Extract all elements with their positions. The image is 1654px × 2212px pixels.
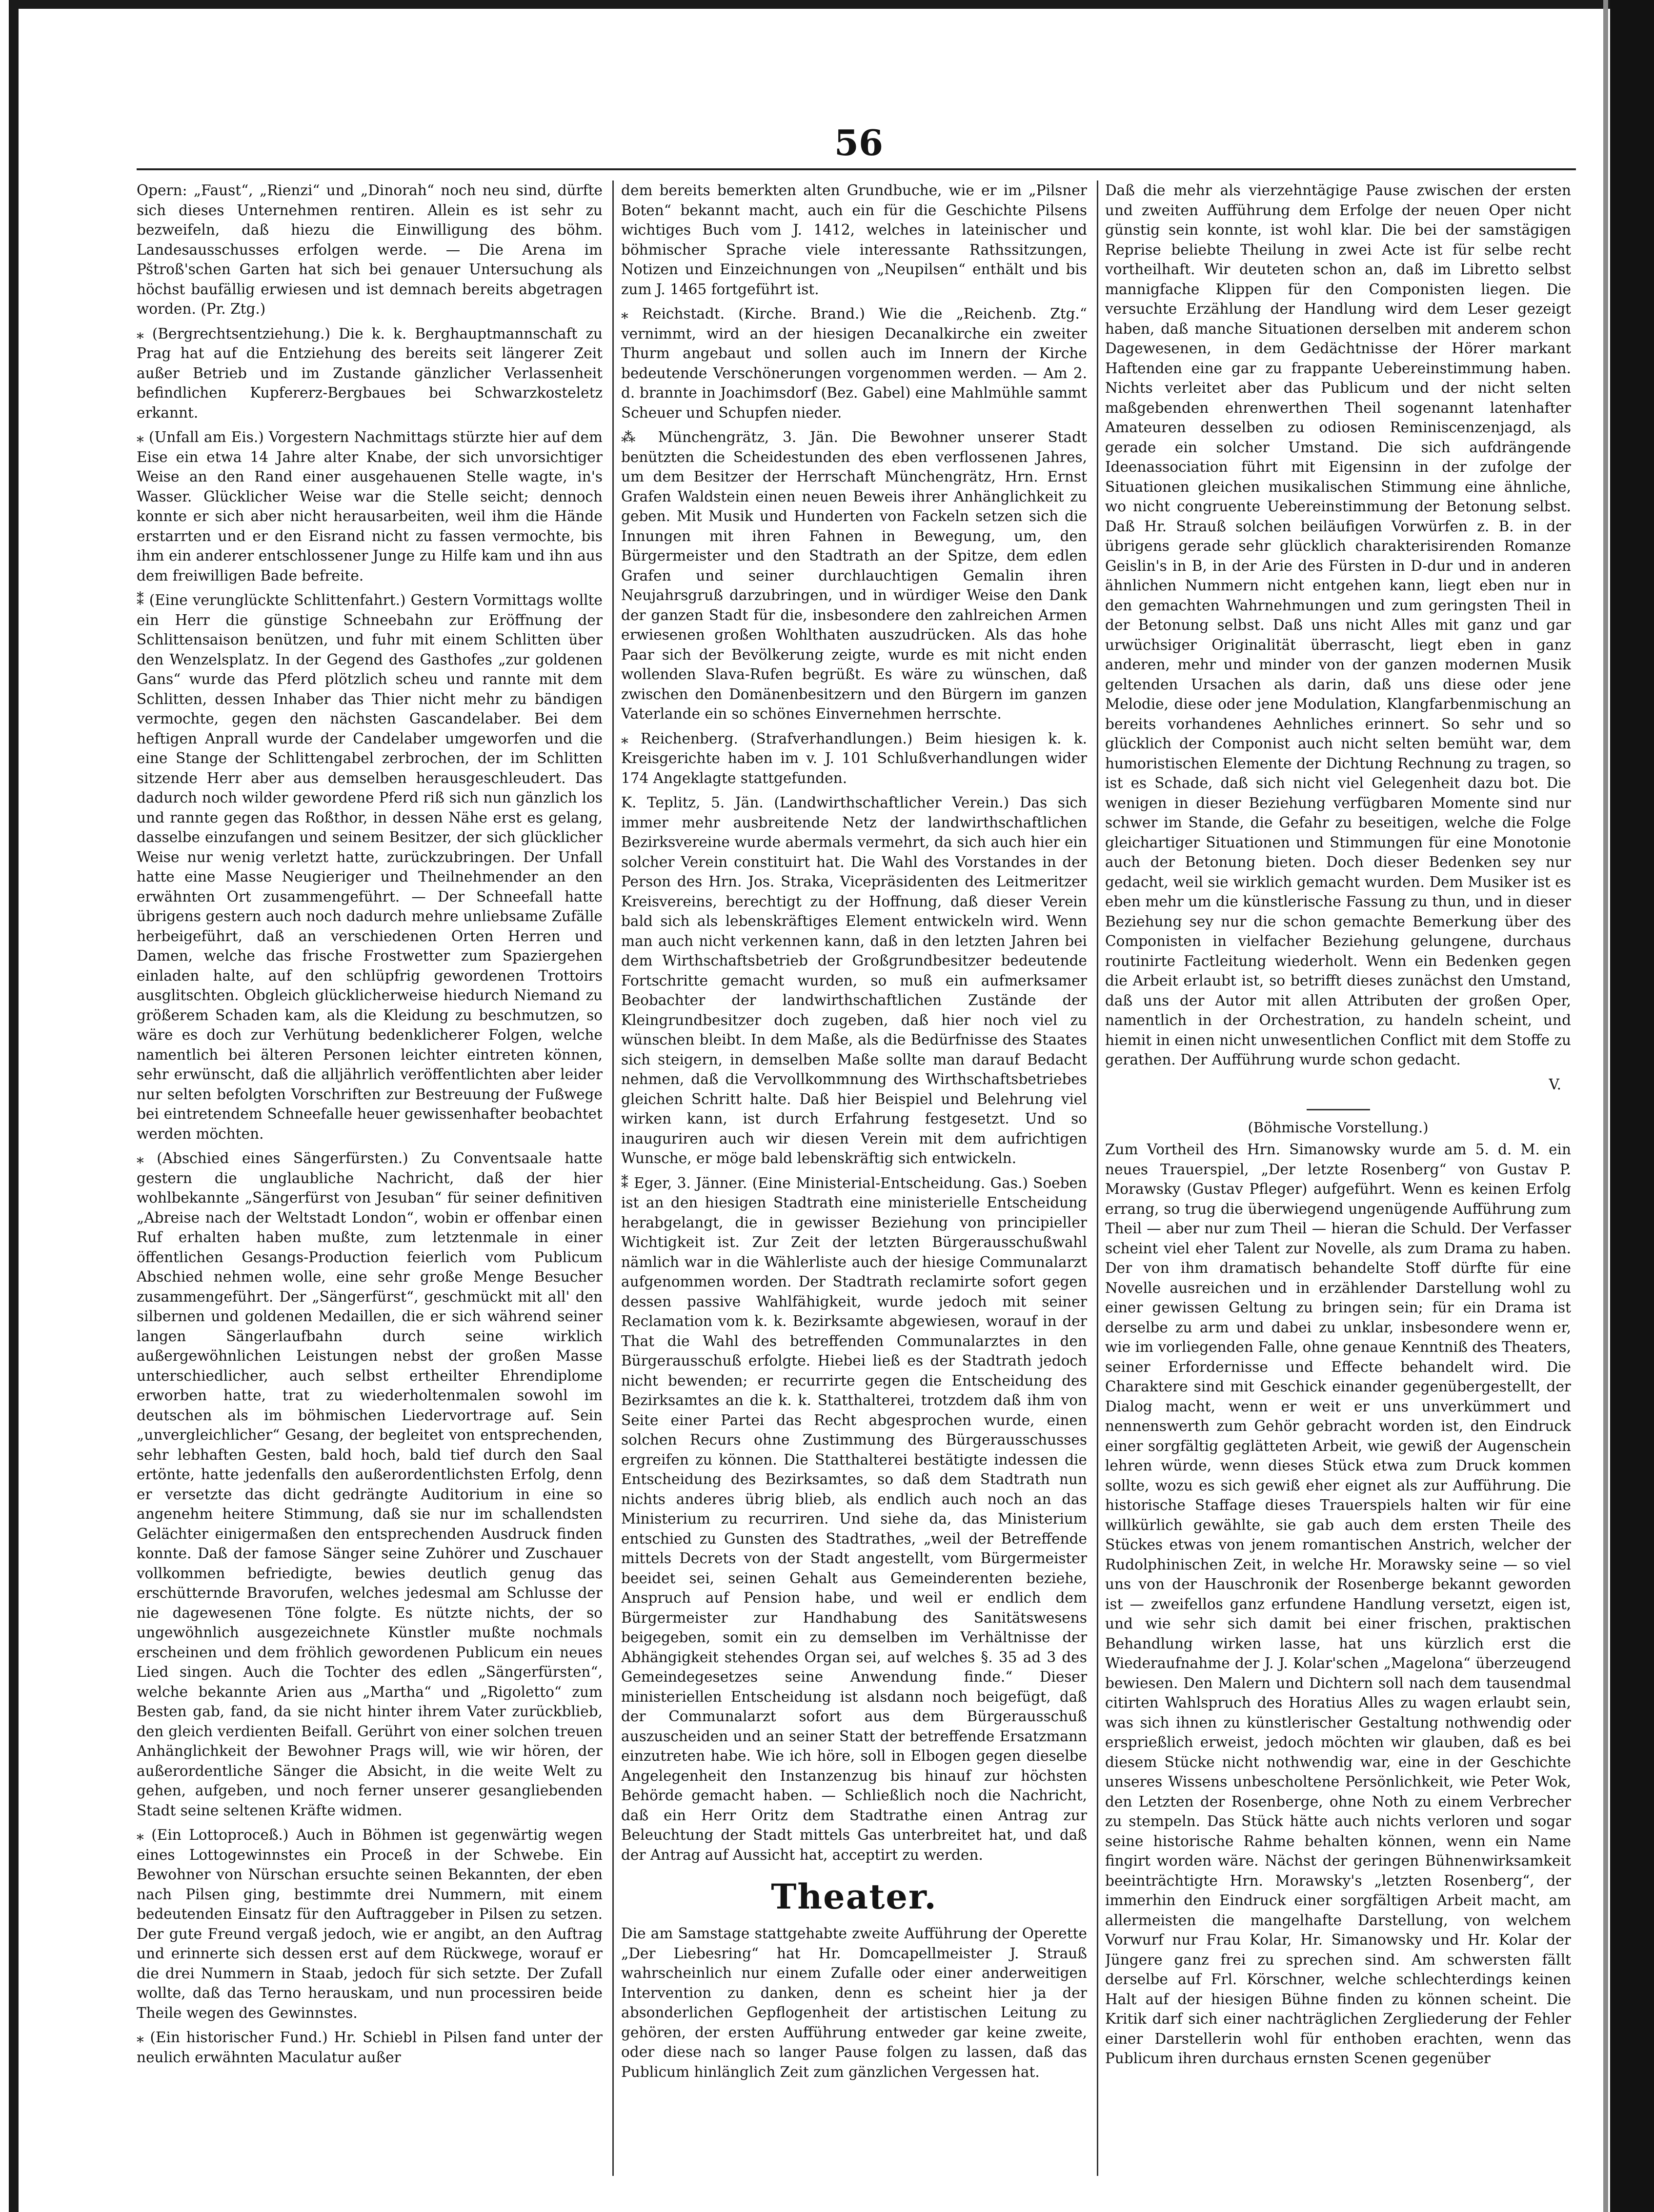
article-paragraph: ⁎ (Ein Lottoproceß.) Auch in Böhmen ist gegenwärtig wegen eines Lottogewinnstes ein Proceß in der Schwebe. Ein Bewohner von Nürschan ersuchte seinen Bekannten, der eben nach Pilsen ging, bestimmte drei Nummern, mit einem bedeutenden Einsatz für den Auftraggeber in Pilsen zu setzen. Der gute Freund vergaß jedoch, wie er angibt, an den Auftrag und erinnerte sich dessen erst auf dem Rückwege, worauf er die drei Nummern in Staab, jedoch für sich setzte. Der Zufall wollte, daß das Terno herauskam, und nun processiren beide Theile wegen des Gewinnstes. [137,1827,603,2021]
column-divider [612,181,614,2176]
column-3 [1105,181,1571,2176]
article-paragraph: dem bereits bemerkten alten Grundbuche, wie er im „Pilsner Boten“ bekannt macht, auch ein für die Geschichte Pilsens wichtiges Buch vom J. 1412, welches in lateinischer und böhmischer Sprache viele interessante Rathssitzungen, Notizen und Einzeichnungen von „Neupilsen“ enthält und bis zum J. 1465 fortgeführt ist. [621,182,1087,298]
scan-border-top [14,0,1622,9]
scan-border-left [9,0,19,2212]
theater-heading: Theater. [771,1876,937,1917]
column-1 [137,181,603,2176]
column-2 [621,181,1087,2176]
header-rule [137,168,1576,170]
scan-border-right [1610,0,1654,2212]
article-paragraph: Die am Samstage stattgehabte zweite Aufführung der Operette „Der Liebesring“ hat Hr. Domcapellmeister J. Strauß wahrscheinlich nur einem Zufalle oder einer anderweitigen Intervention zu danken, denn es scheint hier ja der absonderlichen Gepflogenheit der artistischen Leitung zu gehören, der ersten Aufführung entweder gar keine zweite, oder diese nach so langer Pause folgen zu lassen, daß das Publicum hinlänglich Zeit zum gänzlichen Vergessen hat. [621,1925,1087,2080]
article-paragraph: ⁎ (Unfall am Eis.) Vorgestern Nachmittags stürzte hier auf dem Eise ein etwa 14 Jahre alter Knabe, der sich unvorsichtiger Weise an den Rand einer ausgehauenen Stelle wagte, in's Wasser. Glücklicher Weise war die Stelle seicht; dennoch konnte er sich aber nicht herausarbeiten, weil ihm die Hände erstarrten und er den Eisrand nicht zu fassen vermochte, bis ihm ein anderer entschlossener Junge zu Hilfe kam und ihn aus dem freiwilligen Bade befreite. [137,429,603,584]
article-paragraph: Zum Vortheil des Hrn. Simanowsky wurde am 5. d. M. ein neues Trauerspiel, „Der letzte Rosenberg“ von Gustav P. Morawsky (Gustav Pfleger) aufgeführt. Wenn es keinen Erfolg errang, so trug die überwiegend ungenügende Aufführung zum Theil — aber nur zum Theil — hieran die Schuld. Der Verfasser scheint viel eher Talent zur Novelle, als zum Drama zu haben. Der von ihm dramatisch behandelte Stoff dürfte für eine Novelle ausreichen und in erzählender Darstellung wohl zu einer gewissen Geltung zu bringen sein; für ein Drama ist derselbe zu arm und dabei zu unklar, insbesondere wenn er, wie im vorliegenden Falle, ohne genaue Kenntniß des Theaters, seiner Erfordernisse und Effecte behandelt wird. Die Charaktere sind mit Geschick einander gegenübergestellt, der Dialog macht, wenn er weit er uns unverkümmert und nennenswerth zum Gehör gebracht worden ist, den Eindruck einer sorgfältig geglätteten Arbeit, wie gewiß der Augenschein lehren würde, wenn dieses Stück etwa zum Druck kommen sollte, wozu es sich gewiß eher eignet als zur Aufführung. Die historische Staffage dieses Trauerspiels halten wir für eine willkürlich gewählte, sie gab auch dem ersten Theile des Stückes etwas von jenem romantischen Anstrich, welcher der Rudolphinischen Zeit, in welche Hr. Morawsky seine — so viel uns von der Hauschronik der Rosenberge bekannt geworden ist — zweifellos ganz erfundene Handlung versetzt, eigen ist, und wie sehr sich damit bei einer frischen, praktischen Behandlung wirken lasse, hat uns kürzlich erst die Wiederaufnahme der J. J. Kolar'schen „Magelona“ überzeugend bewiesen. Den Malern und Dichtern soll nach dem tausendmal citirten Wahlspruch des Horatius Alles zu wagen erlaubt sein, was sich ihnen zu künstlerischer Gestaltung nothwendig oder ersprießlich erweist, jedoch möchten wir glauben, daß es bei diesem Stücke nicht nothwendig war, eine in der Geschichte unseres Wissens unbescholtene Persönlichkeit, wie Peter Wok, den Letzten der Rosenberge, ohne Noth zu einem Verbrecher zu stempeln. Das Stück hätte auch nichts verloren und sogar seine historische Rahme behalten können, wenn ein Name fingirt worden wäre. Nächst der geringen Bühnenwirksamkeit beeinträchtigte Hrn. Morawsky's „letzten Rosenberg“, der immerhin den Eindruck einer sorgfältigen Arbeit macht, am allermeisten die mangelhafte Darstellung, von welchem Vorwurf nur Frau Kolar, Hr. Simanowsky und Hr. Kolar der Jüngere ganz frei zu sprechen sind. Am schwersten fällt derselbe auf Frl. Körschner, welche schlechterdings keinen Halt auf der hiesigen Bühne finden zu können scheint. Die Kritik darf sich einer nachträglichen Zergliederung der Fehler einer Darstellerin wohl für enthoben erachten, wenn das Publicum ihren durchaus ernsten Scenen gegenüber [1105,1141,1571,2067]
article-paragraph: ⁎ Reichstadt. (Kirche. Brand.) Wie die „Reichenb. Ztg.“ vernimmt, wird an der hiesigen Decanalkirche ein zweiter Thurm angebaut und sollen auch im Innern der Kirche bedeutende Verschönerungen vorgenommen werden. — Am 2. d. brannte in Joachimsdorf (Bez. Gabel) eine Mahlmühle sammt Scheuer und Schupfen nieder. [621,305,1087,421]
article-paragraph: ⁎ Reichenberg. (Strafverhandlungen.) Beim hiesigen k. k. Kreisgerichte haben im v. J. 101 Schlußverhandlungen wider 174 Angeklagte stattgefunden. [621,730,1087,786]
article-paragraph: ⁎ (Bergrechtsentziehung.) Die k. k. Berghauptmannschaft zu Prag hat auf die Entziehung des bereits seit längerer Zeit außer Betrieb und im Zustande gänzlicher Verlassenheit befindlichen Kupfererz-Bergbaues bei Schwarzkosteletz erkannt. [137,325,603,421]
section-divider [1307,1109,1370,1110]
section-subheading: (Böhmische Vorstellung.) [1248,1119,1429,1136]
scan-border-right-inner [1603,0,1608,2212]
article-paragraph: K. Teplitz, 5. Jän. (Landwirthschaftlicher Verein.) Das sich immer mehr ausbreitende Netz der landwirthschaftlichen Bezirksvereine wurde abermals vermehrt, da sich auch hier ein solcher Verein constituirt hat. Die Wahl des Vorstandes in der Person des Hrn. Jos. Straka, Vicepräsidenten des Leitmeritzer Kreisvereins, berechtigt zu der Hoffnung, daß dieser Verein bald sich als lebenskräftiges Element entwickeln wird. Wenn man auch nicht verkennen kann, daß in den letzten Jahren bei dem Wirthschaftsbetrieb der Großgrundbesitzer bedeutende Fortschritte gemacht wurden, so muß ein aufmerksamer Beobachter der landwirthschaftlichen Zustände der Kleingrundbesitzer doch zugeben, daß hier noch viel zu wünschen bleibt. In dem Maße, als die Bedürfnisse des Staates sich steigern, in demselben Maße sollte man darauf Bedacht nehmen, daß die Vervollkommnung des Wirthschaftsbetriebes gleichen Schritt halte. Daß hier Beispiel und Belehrung viel wirken kann, ist durch Erfahrung festgesetzt. Und so inauguriren auch wir diesen Verein mit dem aufrichtigen Wunsche, er möge bald lebenskräftig sich entwickeln. [621,794,1087,1166]
article-paragraph: ⁑ Eger, 3. Jänner. (Eine Ministerial-Entscheidung. Gas.) Soeben ist an den hiesigen Stadtrath eine ministerielle Entscheidung herabgelangt, die in gewisser Beziehung von principieller Wichtigkeit ist. Zur Zeit der letzten Bürgerausschußwahl nämlich war in die Wählerliste auch der hiesige Communalarzt aufgenommen worden. Der Stadtrath reclamirte sofort gegen dessen passive Wahlfähigkeit, wurde jedoch mit seiner Reclamation vom k. k. Bezirksamte abgewiesen, worauf in der That die Wahl des betreffenden Communalarztes in den Bürgerausschuß erfolgte. Hiebei ließ es der Stadtrath jedoch nicht bewenden; er recurrirte gegen die Entscheidung des Bezirksamtes an die k. k. Statthalterei, trotzdem daß ihm von Seite einer Partei das Recht abgesprochen wurde, einen solchen Recurs ohne Zustimmung des Bürgerausschusses ergreifen zu können. Die Statthalterei bestätigte indessen die Entscheidung des Bezirksamtes, so daß dem Stadtrath nun nichts anderes übrig blieb, als endlich auch noch an das Ministerium zu recurriren. Und siehe da, das Ministerium entschied zu Gunsten des Stadtrathes, „weil der Betreffende mittels Decrets von der Stadt angestellt, vom Bürgermeister beeidet sei, seinen Gehalt aus Gemeinderenten beziehe, Anspruch auf Pension habe, und weil er endlich dem Bürgermeister zur Handhabung des Sanitätswesens beigegeben, somit ein zu demselben im Verhältnisse der Abhängigkeit stehendes Organ sei, auf welches §. 35 ad 3 des Gemeindegesetzes seine Anwendung finde.“ Dieser ministeriellen Entscheidung ist alsdann noch beigefügt, daß der Communalarzt sofort aus dem Bürgerausschuß auszuscheiden und an seiner Statt der betreffende Ersatzmann einzutreten habe. Wie ich höre, soll in Elbogen gegen dieselbe Angelegenheit den Instanzenzug bis hinauf zur höchsten Behörde gemacht haben. — Schließlich noch die Nachricht, daß ein Herr Oritz dem Stadtrathe einen Antrag zur Beleuchtung der Stadt mittels Gas unterbreitet hat, und daß der Antrag auf Aussicht hat, acceptirt zu werden. [621,1174,1087,1863]
page-number: 56 [834,122,884,163]
article-paragraph: ⁎ (Abschied eines Sängerfürsten.) Zu Conventsaale hatte gestern die unglaubliche Nachricht, daß der hier wohlbekannte „Sängerfürst von Jesuban“ für seiner definitiven „Abreise nach der Weltstadt London“, wobin er offenbar einen Ruf erhalten haben mußte, zum letztenmale in einer öffentlichen Gesangs-Production feierlich vom Publicum Abschied nehmen wolle, eine sehr große Menge Besucher zusammengeführt. Der „Sängerfürst“, geschmückt mit all' den silbernen und goldenen Medaillen, die er sich während seiner langen Sängerlaufbahn durch seine wirklich außergewöhnlichen Leistungen nebst der großen Masse unterschiedlicher, auch selbst ertheilter Ehrendiplome erworben hatte, trat zu wiederholtenmalen sowohl im deutschen als im böhmischen Liedervortrage auf. Sein „unvergleichlicher“ Gesang, der begleitet von entsprechenden, sehr lebhaften Gesten, bald hoch, bald tief durch den Saal ertönte, hatte jedenfalls den außerordentlichsten Erfolg, denn er versetzte das dicht gedrängte Auditorium in eine so angenehm heitere Stimmung, daß sie nur im schallendsten Gelächter einigermaßen den entsprechenden Ausdruck finden konnte. Daß der famose Sänger seine Zuhörer und Zuschauer vollkommen befriedigte, bewies deutlich genug das erschütternde Bravorufen, welches jedesmal am Schlusse der nie dagewesenen Töne folgte. Es nützte nichts, der so ungewöhnlich ausgezeichnete Künstler mußte nochmals erscheinen und dem fröhlich gewordenen Publicum ein neues Lied singen. Auch die Tochter des edlen „Sängerfürsten“, welche bekannte Arien aus „Martha“ und „Rigoletto“ zum Besten gab, fand, da sie nicht hinter ihrem Vater zurückblieb, den gleich verdienten Beifall. Gerührt von einer solchen treuen Anhänglichkeit der Bewohner Prags will, wie wir hören, der außerordentliche Sänger die Absicht, in die weite Welt zu gehen, aufgeben, und noch ferner unserer gesangliebenden Stadt seine seltenen Kräfte widmen. [137,1150,603,1819]
article-paragraph: Opern: „Faust“, „Rienzi“ und „Dinorah“ noch neu sind, dürfte sich dieses Unternehmen rentiren. Allein es ist sehr zu bezweifeln, daß hiezu die Einwilligung des böhm. Landesausschusses erfolgen werde. — Die Arena im Pštroß'schen Garten hat sich bei genauer Untersuchung als höchst baufällig erwiesen und ist demnach bereits abgetragen worden. (Pr. Ztg.) [137,182,603,317]
newspaper-page [137,107,1576,2176]
column-divider [1097,181,1098,2176]
author-signature: V. [1549,1076,1561,1093]
article-paragraph: ⁎ (Ein historischer Fund.) Hr. Schiebl in Pilsen fand unter der neulich erwähnten Maculatur außer [137,2029,603,2066]
article-paragraph: ⁂ Münchengrätz, 3. Jän. Die Bewohner unserer Stadt benützten die Scheidestunden des eben verflossenen Jahres, um dem Besitzer der Herrschaft Münchengrätz, Hrn. Ernst Grafen Waldstein einen neuen Beweis ihrer Anhänglichkeit zu geben. Mit Musik und Hunderten von Fackeln setzen sich die Innungen mit ihren Fahnen in Bewegung, um, den Bürgermeister und den Stadtrath an der Spitze, dem edlen Grafen und seiner durchlauchtigen Gemalin ihren Neujahrsgruß darzubringen, und in würdiger Weise den Dank der ganzen Stadt für die, insbesondere den zahlreichen Armen erwiesenen großen Wohlthaten auszudrücken. Als das hohe Paar sich der Bevölkerung zeigte, wurde es mit nicht enden wollenden Slava-Rufen begrüßt. Es wäre zu wünschen, daß zwischen den Domänenbesitzern und den Bürgern im ganzen Vaterlande ein so schönes Einvernehmen herrschte. [621,429,1087,722]
article-paragraph: ⁑ (Eine verunglückte Schlittenfahrt.) Gestern Vormittags wollte ein Herr die günstige Schneebahn zur Eröffnung der Schlittensaison benützen, und fuhr mit einem Schlitten über den Wenzelsplatz. In der Gegend des Gasthofes „zur goldenen Gans“ wurde das Pferd plötzlich scheu und rannte mit dem Schlitten, dessen Inhaber das Thier nicht mehr zu bändigen vermochte, gegen den nächsten Gascandelaber. Bei dem heftigen Anprall wurde der Candelaber umgeworfen und die eine Stange der Schlittengabel zerbrochen, der im Schlitten sitzende Herr aber aus demselben herausgeschleudert. Das dadurch noch wilder gewordene Pferd riß sich nun gänzlich los und rannte gegen das Roßthor, in dessen Nähe erst es gelang, dasselbe einzufangen und seinem Besitzer, der sich glücklicher Weise nur wenig verletzt hatte, zurückzubringen. Der Unfall hatte eine Masse Neugieriger und Theilnehmender an den erwähnten Ort zusammengeführt. — Der Schneefall hatte übrigens gestern auch noch dadurch mehre unliebsame Zufälle herbeigeführt, daß an verschiedenen Orten Herren und Damen, welche das frische Frostwetter zum Spaziergehen einladen halte, auf den schlüpfrig gewordenen Trottoirs ausglitschten. Obgleich glücklicherweise hiedurch Niemand zu größerem Schaden kam, als die Kleidung zu beschmutzen, so wäre es doch zur Verhütung bedenklicherer Folgen, welche namentlich bei älteren Personen leichter eintreten können, sehr erwünscht, daß die alljährlich veröffentlichten aber leider nur selten befolgten Vorschriften zur Bestreuung der Fußwege bei eintretendem Schneefalle heuer gewissenhafter beobachtet werden möchten. [137,592,603,1142]
article-paragraph: Daß die mehr als vierzehntägige Pause zwischen der ersten und zweiten Aufführung dem Erfolge der neuen Oper nicht günstig sein konnte, ist wohl klar. Die bei der samstägigen Reprise beliebte Theilung in zwei Acte ist für selbe recht vortheilhaft. Wir deuteten schon an, daß im Libretto selbst mannigfache Klippen für den Componisten liegen. Die versuchte Erzählung der Handlung wird dem Leser gezeigt haben, daß manche Situationen derselben mit anderem schon Dagewesenen, in dem Gedächtnisse der Hörer markant Haftenden eine gar zu frappante Uebereinstimmung haben. Nichts verleitet aber das Publicum und der nicht selten maßgebenden ehrenwerthen Theil sogenannt latenhafter Amateuren desselben zu odiosen Reminiscenzenjagd, als gerade ein solcher Umstand. Die sich aufdrängende Ideenassociation führt mit Eigensinn in der zufolge der Situationen gleichen musikalischen Stimmung eine ähnliche, wo nicht congruente Uebereinstimmung der Betonung selbst. Daß Hr. Strauß solchen beiläufigen Vorwürfen z. B. in der übrigens gerade sehr glücklich charakterisirenden Romanze Geislin's in B, in der Arie des Fürsten in D-dur und in anderen ähnlichen Nummern nicht entgehen kann, liegt eben nur in den gemachten Wahrnehmungen und zum geringsten Theil in der Betonung selbst. Daß uns nicht Alles mit ganz und gar urwüchsiger Originalität überrascht, liegt eben in ganz anderen, mehr und minder von der ganzen modernen Musik geltenden Ursachen als darin, daß uns diese oder jene Melodie, diese oder jene Modulation, Klangfarbenmischung an bereits vorhandenes Aehnliches erinnert. So sehr und so glücklich der Componist auch nicht selten bemüht war, dem humoristischen Elemente der Dichtung Rechnung zu tragen, so ist es Schade, daß sich nicht viel Gelegenheit dazu bot. Die wenigen in dieser Beziehung verfügbaren Momente sind nur schwer im Stande, die Gefahr zu beseitigen, welche die Folge gleichartiger Situationen und Stimmungen für eine Monotonie auch der Betonung bieten. Doch dieser Bedenken sey nur gedacht, weil sie wirklich gemacht wurden. Dem Musiker ist es eben mehr um die künstlerische Fassung zu thun, und in dieser Beziehung sey nur die schon gemachte Bemerkung über des Componisten in vielfacher Beziehung gelungene, durchaus routinirte Factleitung wiederholt. Wenn ein Bedenken gegen die Arbeit erlaubt ist, so betrifft dieses zunächst den Umstand, daß uns der Autor mit allen Attributen der großen Oper, namentlich in der Orchestration, zu handeln scheint, und hiemit in einen nicht unwesentlichen Conflict mit dem Stoffe zu gerathen. Der Aufführung wurde schon gedacht. [1105,182,1571,1068]
